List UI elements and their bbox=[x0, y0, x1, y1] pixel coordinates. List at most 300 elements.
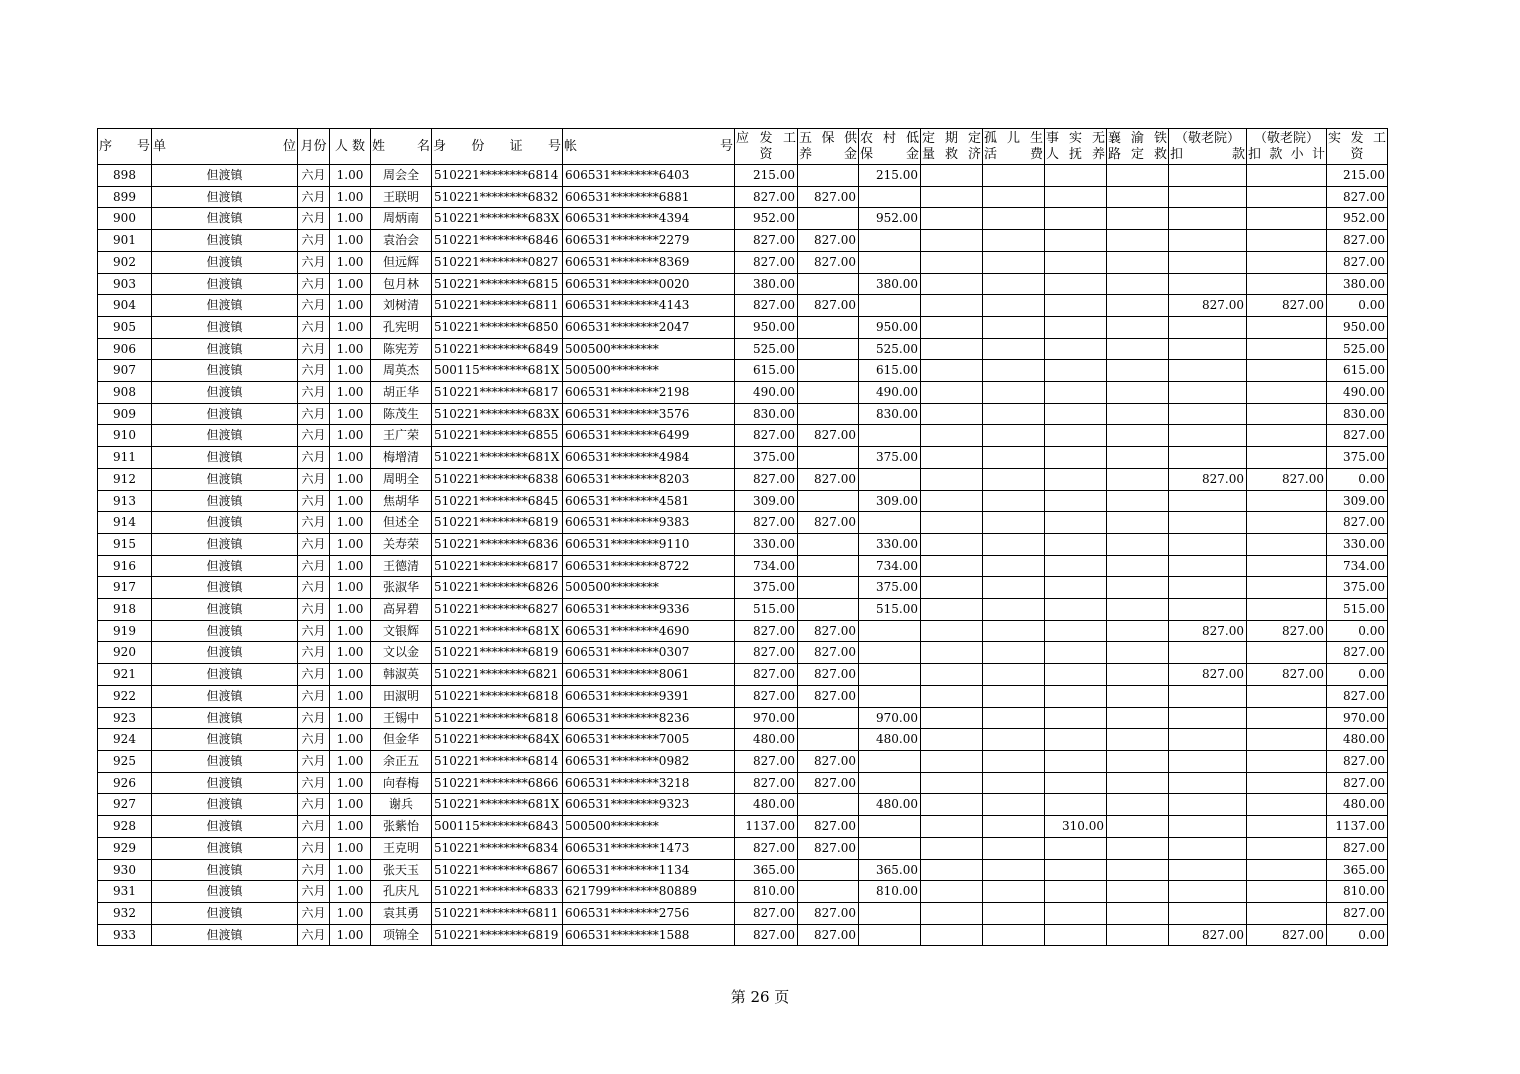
header-guer-a: 孤 儿 生 bbox=[984, 130, 1043, 146]
table-row bbox=[98, 186, 1388, 208]
cell-ded bbox=[1169, 533, 1247, 555]
cell-net: 950.00 bbox=[1327, 316, 1388, 338]
cell-unit: 但渡镇 bbox=[152, 924, 298, 946]
cell-acct: 500500******** bbox=[563, 360, 735, 382]
table-row bbox=[98, 382, 1388, 404]
cell-seq: 915 bbox=[98, 533, 152, 555]
cell-acct: 606531********4143 bbox=[563, 295, 735, 317]
cell-seq: 916 bbox=[98, 555, 152, 577]
cell-sub bbox=[1247, 186, 1327, 208]
header-id-a: 身 bbox=[433, 138, 447, 154]
cell-gross: 827.00 bbox=[735, 902, 798, 924]
cell-gross: 480.00 bbox=[735, 794, 798, 816]
cell-guer bbox=[983, 186, 1045, 208]
cell-xiangyu bbox=[1107, 837, 1169, 859]
cell-seq: 900 bbox=[98, 208, 152, 230]
cell-acct: 606531********7005 bbox=[563, 729, 735, 751]
cell-shishi: 310.00 bbox=[1045, 816, 1107, 838]
cell-gross: 615.00 bbox=[735, 360, 798, 382]
cell-dibao: 309.00 bbox=[859, 490, 921, 512]
cell-guer bbox=[983, 794, 1045, 816]
cell-name: 但远辉 bbox=[371, 251, 432, 273]
cell-guer bbox=[983, 165, 1045, 187]
header-row bbox=[98, 129, 1388, 165]
cell-name: 胡正华 bbox=[371, 382, 432, 404]
cell-net: 830.00 bbox=[1327, 403, 1388, 425]
cell-id: 510221********683X bbox=[432, 208, 563, 230]
cell-id: 510221********683X bbox=[432, 403, 563, 425]
cell-xiangyu bbox=[1107, 425, 1169, 447]
cell-month: 六月 bbox=[298, 382, 330, 404]
cell-count: 1.00 bbox=[330, 924, 371, 946]
cell-sub bbox=[1247, 707, 1327, 729]
cell-gross: 480.00 bbox=[735, 729, 798, 751]
cell-xiangyu bbox=[1107, 685, 1169, 707]
table-row bbox=[98, 425, 1388, 447]
cell-month: 六月 bbox=[298, 642, 330, 664]
header-seq-b: 号 bbox=[136, 138, 150, 154]
cell-xiangyu bbox=[1107, 664, 1169, 686]
cell-ded bbox=[1169, 685, 1247, 707]
cell-acct: 606531********8369 bbox=[563, 251, 735, 273]
header-account bbox=[563, 129, 735, 165]
cell-month: 六月 bbox=[298, 859, 330, 881]
cell-wubao bbox=[798, 338, 859, 360]
cell-dingliang bbox=[921, 902, 983, 924]
cell-net: 827.00 bbox=[1327, 902, 1388, 924]
cell-ded bbox=[1169, 490, 1247, 512]
cell-guer bbox=[983, 338, 1045, 360]
cell-acct: 606531********3218 bbox=[563, 772, 735, 794]
cell-shishi bbox=[1045, 295, 1107, 317]
cell-net: 480.00 bbox=[1327, 794, 1388, 816]
cell-guer bbox=[983, 642, 1045, 664]
cell-shishi bbox=[1045, 425, 1107, 447]
cell-dingliang bbox=[921, 577, 983, 599]
cell-seq: 925 bbox=[98, 750, 152, 772]
cell-dibao bbox=[859, 512, 921, 534]
cell-acct: 606531********6499 bbox=[563, 425, 735, 447]
cell-guer bbox=[983, 316, 1045, 338]
cell-seq: 933 bbox=[98, 924, 152, 946]
cell-ded bbox=[1169, 707, 1247, 729]
cell-seq: 917 bbox=[98, 577, 152, 599]
cell-seq: 905 bbox=[98, 316, 152, 338]
cell-unit: 但渡镇 bbox=[152, 512, 298, 534]
cell-seq: 903 bbox=[98, 273, 152, 295]
cell-count: 1.00 bbox=[330, 403, 371, 425]
cell-guer bbox=[983, 533, 1045, 555]
cell-name: 袁其勇 bbox=[371, 902, 432, 924]
cell-guer bbox=[983, 447, 1045, 469]
cell-acct: 606531********0020 bbox=[563, 273, 735, 295]
cell-id: 510221********6817 bbox=[432, 382, 563, 404]
cell-seq: 906 bbox=[98, 338, 152, 360]
cell-count: 1.00 bbox=[330, 295, 371, 317]
cell-gross: 734.00 bbox=[735, 555, 798, 577]
cell-acct: 606531********4581 bbox=[563, 490, 735, 512]
cell-sub bbox=[1247, 425, 1327, 447]
cell-gross: 827.00 bbox=[735, 750, 798, 772]
cell-net: 525.00 bbox=[1327, 338, 1388, 360]
cell-shishi bbox=[1045, 577, 1107, 599]
cell-acct: 606531********0982 bbox=[563, 750, 735, 772]
cell-shishi bbox=[1045, 620, 1107, 642]
cell-count: 1.00 bbox=[330, 729, 371, 751]
cell-id: 510221********6814 bbox=[432, 165, 563, 187]
cell-guer bbox=[983, 881, 1045, 903]
cell-shishi bbox=[1045, 707, 1107, 729]
cell-gross: 365.00 bbox=[735, 859, 798, 881]
cell-name: 王克明 bbox=[371, 837, 432, 859]
cell-dibao bbox=[859, 230, 921, 252]
header-unit-b: 位 bbox=[282, 138, 296, 154]
header-seq bbox=[98, 129, 152, 165]
cell-unit: 但渡镇 bbox=[152, 295, 298, 317]
cell-seq: 918 bbox=[98, 599, 152, 621]
cell-id: 510221********6836 bbox=[432, 533, 563, 555]
cell-month: 六月 bbox=[298, 533, 330, 555]
cell-acct: 606531********9383 bbox=[563, 512, 735, 534]
cell-gross: 950.00 bbox=[735, 316, 798, 338]
cell-dingliang bbox=[921, 924, 983, 946]
table-row bbox=[98, 490, 1388, 512]
cell-xiangyu bbox=[1107, 360, 1169, 382]
cell-unit: 但渡镇 bbox=[152, 707, 298, 729]
cell-sub bbox=[1247, 750, 1327, 772]
cell-count: 1.00 bbox=[330, 186, 371, 208]
header-xiangyu-b: 路 定 救 bbox=[1108, 146, 1167, 162]
cell-xiangyu bbox=[1107, 316, 1169, 338]
cell-name: 谢兵 bbox=[371, 794, 432, 816]
cell-ded: 827.00 bbox=[1169, 924, 1247, 946]
cell-shishi bbox=[1045, 664, 1107, 686]
cell-unit: 但渡镇 bbox=[152, 468, 298, 490]
cell-net: 827.00 bbox=[1327, 186, 1388, 208]
cell-id: 510221********6817 bbox=[432, 555, 563, 577]
cell-dibao bbox=[859, 295, 921, 317]
cell-acct: 606531********9336 bbox=[563, 599, 735, 621]
cell-net: 380.00 bbox=[1327, 273, 1388, 295]
cell-seq: 920 bbox=[98, 642, 152, 664]
cell-dingliang bbox=[921, 338, 983, 360]
cell-id: 510221********681X bbox=[432, 794, 563, 816]
cell-shishi bbox=[1045, 382, 1107, 404]
cell-id: 510221********6818 bbox=[432, 685, 563, 707]
header-xiangyu bbox=[1107, 129, 1169, 165]
cell-xiangyu bbox=[1107, 208, 1169, 230]
cell-name: 梅增清 bbox=[371, 447, 432, 469]
cell-id: 510221********6866 bbox=[432, 772, 563, 794]
cell-ded bbox=[1169, 165, 1247, 187]
cell-xiangyu bbox=[1107, 620, 1169, 642]
cell-dingliang bbox=[921, 620, 983, 642]
header-jly-deduction bbox=[1169, 129, 1247, 165]
cell-seq: 921 bbox=[98, 664, 152, 686]
cell-month: 六月 bbox=[298, 165, 330, 187]
cell-month: 六月 bbox=[298, 924, 330, 946]
cell-acct: 606531********1588 bbox=[563, 924, 735, 946]
cell-guer bbox=[983, 273, 1045, 295]
cell-acct: 606531********2047 bbox=[563, 316, 735, 338]
cell-shishi bbox=[1045, 794, 1107, 816]
cell-guer bbox=[983, 924, 1045, 946]
cell-ded: 827.00 bbox=[1169, 295, 1247, 317]
cell-net: 827.00 bbox=[1327, 512, 1388, 534]
header-dibao bbox=[859, 129, 921, 165]
cell-acct: 606531********9323 bbox=[563, 794, 735, 816]
cell-count: 1.00 bbox=[330, 577, 371, 599]
cell-gross: 827.00 bbox=[735, 512, 798, 534]
cell-unit: 但渡镇 bbox=[152, 750, 298, 772]
cell-count: 1.00 bbox=[330, 512, 371, 534]
cell-acct: 606531********1473 bbox=[563, 837, 735, 859]
cell-gross: 970.00 bbox=[735, 707, 798, 729]
cell-wubao bbox=[798, 447, 859, 469]
cell-month: 六月 bbox=[298, 490, 330, 512]
cell-count: 1.00 bbox=[330, 447, 371, 469]
cell-xiangyu bbox=[1107, 273, 1169, 295]
cell-id: 510221********6819 bbox=[432, 512, 563, 534]
header-jly-subtotal-a: （敬老院） bbox=[1253, 130, 1319, 146]
cell-xiangyu bbox=[1107, 512, 1169, 534]
cell-dibao bbox=[859, 750, 921, 772]
cell-seq: 931 bbox=[98, 881, 152, 903]
cell-xiangyu bbox=[1107, 750, 1169, 772]
cell-shishi bbox=[1045, 403, 1107, 425]
table-body bbox=[98, 165, 1388, 946]
cell-dingliang bbox=[921, 729, 983, 751]
table-row bbox=[98, 859, 1388, 881]
cell-count: 1.00 bbox=[330, 816, 371, 838]
cell-dibao bbox=[859, 620, 921, 642]
table-row bbox=[98, 447, 1388, 469]
cell-wubao: 827.00 bbox=[798, 902, 859, 924]
cell-gross: 827.00 bbox=[735, 620, 798, 642]
cell-ded bbox=[1169, 316, 1247, 338]
cell-id: 510221********681X bbox=[432, 447, 563, 469]
cell-dingliang bbox=[921, 707, 983, 729]
cell-name: 袁治会 bbox=[371, 230, 432, 252]
cell-guer bbox=[983, 837, 1045, 859]
cell-dingliang bbox=[921, 403, 983, 425]
cell-name: 王锡中 bbox=[371, 707, 432, 729]
cell-unit: 但渡镇 bbox=[152, 794, 298, 816]
cell-unit: 但渡镇 bbox=[152, 729, 298, 751]
cell-seq: 899 bbox=[98, 186, 152, 208]
cell-name: 文以金 bbox=[371, 642, 432, 664]
cell-sub bbox=[1247, 251, 1327, 273]
cell-ded: 827.00 bbox=[1169, 468, 1247, 490]
cell-acct: 606531********3576 bbox=[563, 403, 735, 425]
table-row bbox=[98, 902, 1388, 924]
table-row bbox=[98, 533, 1388, 555]
cell-gross: 810.00 bbox=[735, 881, 798, 903]
cell-guer bbox=[983, 620, 1045, 642]
cell-seq: 929 bbox=[98, 837, 152, 859]
table-row bbox=[98, 750, 1388, 772]
cell-wubao bbox=[798, 208, 859, 230]
cell-net: 515.00 bbox=[1327, 599, 1388, 621]
cell-gross: 309.00 bbox=[735, 490, 798, 512]
cell-seq: 911 bbox=[98, 447, 152, 469]
cell-dibao bbox=[859, 468, 921, 490]
cell-unit: 但渡镇 bbox=[152, 425, 298, 447]
cell-name: 但金华 bbox=[371, 729, 432, 751]
header-wubao-a: 五 保 供 bbox=[799, 130, 857, 146]
cell-xiangyu bbox=[1107, 642, 1169, 664]
table-row bbox=[98, 642, 1388, 664]
cell-acct: 500500******** bbox=[563, 816, 735, 838]
cell-id: 510221********6838 bbox=[432, 468, 563, 490]
cell-unit: 但渡镇 bbox=[152, 208, 298, 230]
cell-gross: 827.00 bbox=[735, 924, 798, 946]
cell-count: 1.00 bbox=[330, 794, 371, 816]
cell-name: 但述全 bbox=[371, 512, 432, 534]
cell-seq: 898 bbox=[98, 165, 152, 187]
cell-seq: 922 bbox=[98, 685, 152, 707]
cell-sub bbox=[1247, 447, 1327, 469]
header-account-a: 帐 bbox=[564, 138, 578, 154]
cell-xiangyu bbox=[1107, 881, 1169, 903]
cell-acct: 606531********8722 bbox=[563, 555, 735, 577]
cell-net: 0.00 bbox=[1327, 924, 1388, 946]
cell-ded bbox=[1169, 403, 1247, 425]
cell-dibao bbox=[859, 642, 921, 664]
cell-ded bbox=[1169, 859, 1247, 881]
cell-gross: 827.00 bbox=[735, 230, 798, 252]
cell-dingliang bbox=[921, 859, 983, 881]
table-row bbox=[98, 512, 1388, 534]
cell-dibao bbox=[859, 924, 921, 946]
cell-shishi bbox=[1045, 360, 1107, 382]
cell-month: 六月 bbox=[298, 837, 330, 859]
table-row bbox=[98, 360, 1388, 382]
cell-gross: 1137.00 bbox=[735, 816, 798, 838]
cell-net: 0.00 bbox=[1327, 664, 1388, 686]
cell-unit: 但渡镇 bbox=[152, 902, 298, 924]
cell-guer bbox=[983, 729, 1045, 751]
cell-id: 510221********6850 bbox=[432, 316, 563, 338]
cell-dibao: 615.00 bbox=[859, 360, 921, 382]
cell-count: 1.00 bbox=[330, 382, 371, 404]
cell-dingliang bbox=[921, 360, 983, 382]
cell-ded bbox=[1169, 338, 1247, 360]
cell-sub bbox=[1247, 794, 1327, 816]
cell-gross: 827.00 bbox=[735, 251, 798, 273]
cell-month: 六月 bbox=[298, 468, 330, 490]
cell-wubao: 827.00 bbox=[798, 251, 859, 273]
cell-xiangyu bbox=[1107, 382, 1169, 404]
cell-id: 510221********681X bbox=[432, 620, 563, 642]
cell-seq: 909 bbox=[98, 403, 152, 425]
cell-acct: 606531********4394 bbox=[563, 208, 735, 230]
cell-xiangyu bbox=[1107, 555, 1169, 577]
cell-dibao: 490.00 bbox=[859, 382, 921, 404]
cell-net: 365.00 bbox=[1327, 859, 1388, 881]
cell-dingliang bbox=[921, 837, 983, 859]
cell-shishi bbox=[1045, 902, 1107, 924]
cell-xiangyu bbox=[1107, 577, 1169, 599]
cell-unit: 但渡镇 bbox=[152, 555, 298, 577]
cell-dibao: 380.00 bbox=[859, 273, 921, 295]
cell-seq: 910 bbox=[98, 425, 152, 447]
header-gross bbox=[735, 129, 798, 165]
table-row bbox=[98, 685, 1388, 707]
cell-sub bbox=[1247, 382, 1327, 404]
cell-id: 510221********0827 bbox=[432, 251, 563, 273]
cell-id: 510221********6818 bbox=[432, 707, 563, 729]
header-month-label: 月份 bbox=[300, 138, 327, 154]
cell-name: 张天玉 bbox=[371, 859, 432, 881]
cell-unit: 但渡镇 bbox=[152, 403, 298, 425]
cell-unit: 但渡镇 bbox=[152, 620, 298, 642]
cell-unit: 但渡镇 bbox=[152, 816, 298, 838]
cell-dingliang bbox=[921, 599, 983, 621]
cell-unit: 但渡镇 bbox=[152, 382, 298, 404]
cell-month: 六月 bbox=[298, 338, 330, 360]
cell-ded bbox=[1169, 512, 1247, 534]
cell-guer bbox=[983, 468, 1045, 490]
cell-wubao bbox=[798, 403, 859, 425]
cell-count: 1.00 bbox=[330, 620, 371, 642]
table-row bbox=[98, 620, 1388, 642]
cell-count: 1.00 bbox=[330, 750, 371, 772]
cell-count: 1.00 bbox=[330, 555, 371, 577]
cell-count: 1.00 bbox=[330, 165, 371, 187]
header-shishi-a: 事 实 无 bbox=[1046, 130, 1105, 146]
cell-acct: 606531********6881 bbox=[563, 186, 735, 208]
cell-unit: 但渡镇 bbox=[152, 642, 298, 664]
cell-xiangyu bbox=[1107, 230, 1169, 252]
cell-unit: 但渡镇 bbox=[152, 490, 298, 512]
cell-dingliang bbox=[921, 230, 983, 252]
cell-wubao: 827.00 bbox=[798, 512, 859, 534]
cell-id: 510221********6855 bbox=[432, 425, 563, 447]
cell-wubao bbox=[798, 273, 859, 295]
cell-month: 六月 bbox=[298, 729, 330, 751]
cell-name: 周英杰 bbox=[371, 360, 432, 382]
cell-dibao bbox=[859, 902, 921, 924]
cell-id: 510221********6849 bbox=[432, 338, 563, 360]
cell-unit: 但渡镇 bbox=[152, 338, 298, 360]
cell-guer bbox=[983, 772, 1045, 794]
cell-month: 六月 bbox=[298, 555, 330, 577]
cell-net: 827.00 bbox=[1327, 837, 1388, 859]
cell-ded bbox=[1169, 816, 1247, 838]
cell-dibao: 734.00 bbox=[859, 555, 921, 577]
header-dingliang-b: 量 救 济 bbox=[922, 146, 981, 162]
header-count-label: 人 数 bbox=[334, 138, 366, 154]
cell-month: 六月 bbox=[298, 577, 330, 599]
cell-sub: 827.00 bbox=[1247, 295, 1327, 317]
header-dibao-b: 保 金 bbox=[860, 146, 919, 162]
cell-name: 包月林 bbox=[371, 273, 432, 295]
cell-name: 周炳南 bbox=[371, 208, 432, 230]
table-row bbox=[98, 837, 1388, 859]
table-row bbox=[98, 403, 1388, 425]
cell-unit: 但渡镇 bbox=[152, 230, 298, 252]
cell-unit: 但渡镇 bbox=[152, 316, 298, 338]
cell-ded bbox=[1169, 425, 1247, 447]
cell-wubao: 827.00 bbox=[798, 230, 859, 252]
cell-count: 1.00 bbox=[330, 425, 371, 447]
cell-shishi bbox=[1045, 165, 1107, 187]
table-row bbox=[98, 316, 1388, 338]
cell-shishi bbox=[1045, 512, 1107, 534]
cell-shishi bbox=[1045, 186, 1107, 208]
cell-dibao: 375.00 bbox=[859, 447, 921, 469]
